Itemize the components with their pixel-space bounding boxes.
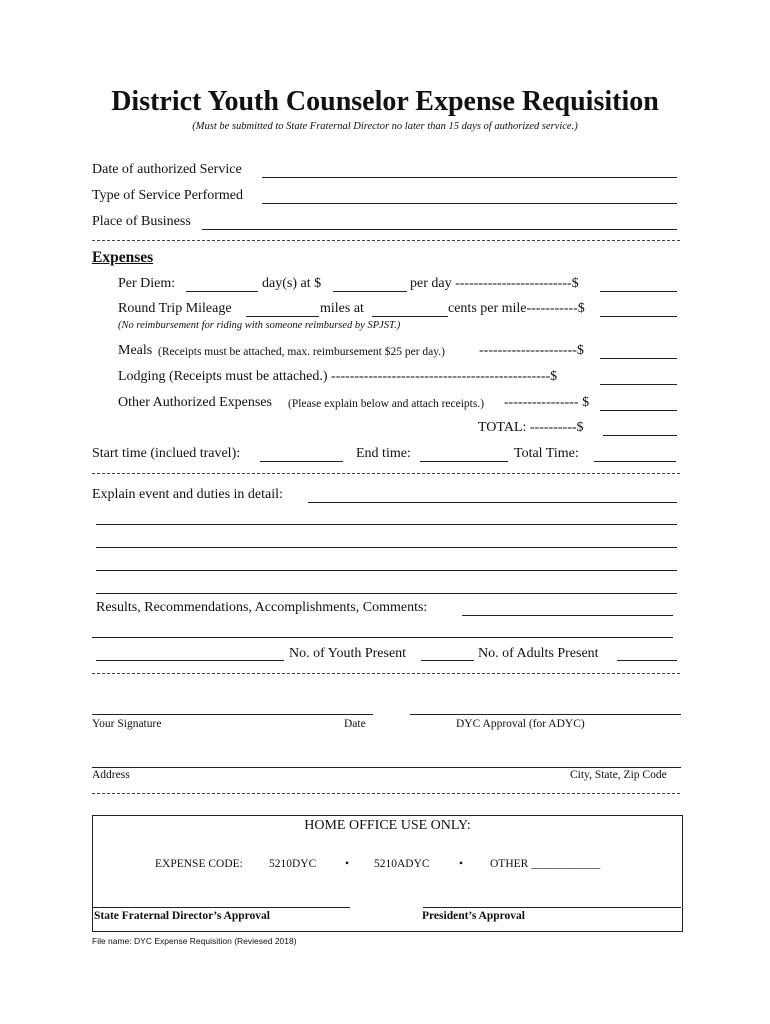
other-expenses-dash: ---------------- $ — [504, 395, 590, 410]
meals-amount-field[interactable] — [600, 358, 677, 359]
date-service-label: Date of authorized Service — [92, 162, 242, 177]
results-label: Results, Recommendations, Accomplishments, Comments: — [96, 600, 428, 615]
place-business-label: Place of Business — [92, 214, 191, 229]
per-diem-days-field[interactable] — [186, 291, 258, 292]
per-diem-days-label: day(s) at $ — [262, 276, 322, 291]
divider — [92, 673, 680, 674]
dyc-approval-label: DYC Approval (for ADYC) — [456, 718, 585, 730]
date-label: Date — [344, 718, 366, 730]
other-expenses-note: (Please explain below and attach receipts.) — [288, 398, 485, 410]
end-time-field[interactable] — [420, 461, 508, 462]
meals-note: (Receipts must be attached, max. reimbursement $25 per day.) — [158, 346, 445, 358]
explain-line[interactable] — [96, 524, 677, 525]
city-state-zip-label: City, State, Zip Code — [570, 769, 667, 781]
youth-count-field[interactable] — [421, 660, 474, 661]
adults-present-label: No. of Adults Present — [478, 646, 599, 661]
expense-code-other: OTHER ____________ — [490, 858, 601, 870]
start-time-field[interactable] — [260, 461, 343, 462]
explain-label: Explain event and duties in detail: — [92, 487, 283, 502]
explain-line[interactable] — [96, 547, 677, 548]
president-approval-line[interactable] — [423, 907, 681, 908]
total-time-field[interactable] — [594, 461, 676, 462]
address-label: Address — [92, 769, 130, 781]
form-title: District Youth Counselor Expense Requisition — [111, 86, 659, 117]
mileage-label: Round Trip Mileage — [118, 301, 232, 316]
per-diem-per-day-label: per day -------------------------$ — [410, 276, 579, 291]
other-expenses-label: Other Authorized Expenses — [118, 395, 272, 410]
results-line[interactable] — [462, 615, 673, 616]
signature-line[interactable] — [92, 714, 373, 715]
mileage-miles-field[interactable] — [246, 316, 319, 317]
expenses-heading: Expenses — [92, 249, 154, 266]
form-subtitle: (Must be submitted to State Fraternal Director no later than 15 days of authorized service.) — [192, 121, 578, 132]
bullet: • — [459, 858, 464, 870]
end-time-label: End time: — [356, 446, 411, 461]
expense-code-dyc: 5210DYC — [269, 858, 317, 870]
place-business-field[interactable] — [202, 229, 677, 230]
total-time-label: Total Time: — [514, 446, 579, 461]
lodging-amount-field[interactable] — [600, 384, 677, 385]
per-diem-rate-field[interactable] — [333, 291, 407, 292]
youth-present-label: No. of Youth Present — [289, 646, 407, 661]
bullet: • — [345, 858, 350, 870]
state-approval-label: State Fraternal Director’s Approval — [94, 910, 270, 922]
expense-code-label: EXPENSE CODE: — [155, 858, 243, 870]
type-service-label: Type of Service Performed — [92, 188, 244, 203]
other-expenses-amount-field[interactable] — [600, 410, 677, 411]
dyc-approval-line[interactable] — [410, 714, 681, 715]
mileage-cents-field[interactable] — [372, 316, 448, 317]
results-line[interactable] — [92, 637, 673, 638]
divider — [92, 793, 680, 794]
divider — [92, 473, 680, 474]
explain-line[interactable] — [96, 593, 677, 594]
explain-line[interactable] — [96, 570, 677, 571]
home-office-heading: HOME OFFICE USE ONLY: — [304, 818, 471, 833]
expense-code-adyc: 5210ADYC — [374, 858, 430, 870]
youth-blank-line[interactable] — [96, 660, 284, 661]
address-line[interactable] — [92, 767, 681, 768]
lodging-label: Lodging (Receipts must be attached.) -----------------------------------------------$ — [118, 369, 558, 384]
your-signature-label: Your Signature — [92, 718, 162, 730]
meals-dash: ---------------------$ — [479, 343, 584, 358]
type-service-field[interactable] — [262, 203, 677, 204]
divider — [92, 240, 680, 241]
total-amount-field[interactable] — [603, 435, 677, 436]
per-diem-amount-field[interactable] — [600, 291, 677, 292]
mileage-amount-field[interactable] — [600, 316, 677, 317]
mileage-cents-label: cents per mile-----------$ — [448, 301, 585, 316]
date-service-field[interactable] — [262, 177, 677, 178]
per-diem-label: Per Diem: — [118, 276, 176, 291]
mileage-miles-label: miles at — [320, 301, 364, 316]
explain-line[interactable] — [308, 502, 677, 503]
state-approval-line[interactable] — [93, 907, 350, 908]
meals-label: Meals — [118, 343, 153, 358]
adults-count-field[interactable] — [617, 660, 677, 661]
start-time-label: Start time (inclued travel): — [92, 446, 241, 461]
file-name-footer: File name: DYC Expense Requisition (Reviesed 2018) — [92, 936, 297, 946]
home-office-box — [92, 815, 683, 932]
president-approval-label: President’s Approval — [422, 910, 525, 922]
total-label: TOTAL: ----------$ — [478, 420, 584, 435]
mileage-note: (No reimbursement for riding with someone reimbursed by SPJST.) — [118, 320, 401, 331]
